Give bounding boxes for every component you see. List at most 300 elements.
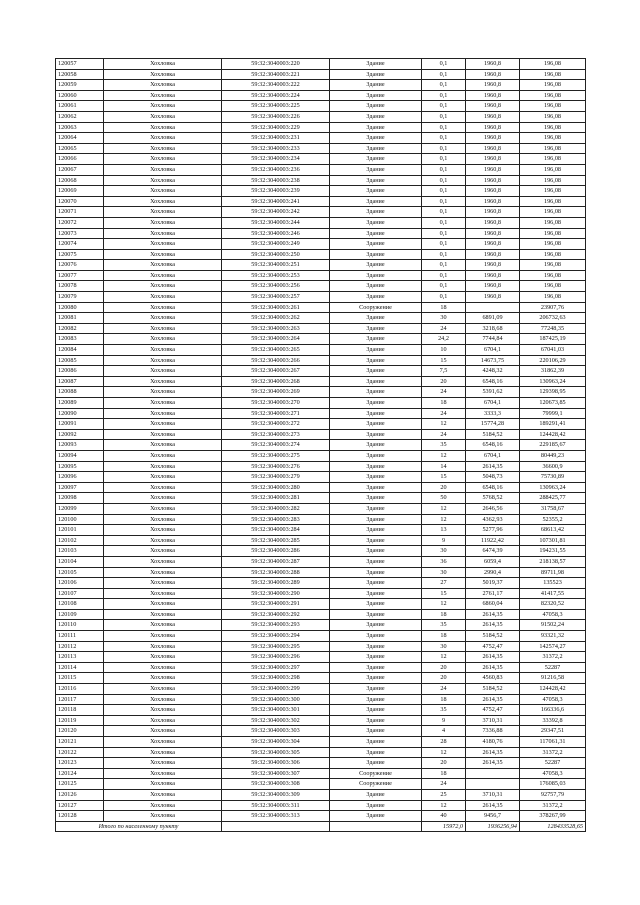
object-type-cell: Здание bbox=[330, 789, 422, 800]
cadastral-value-cell: 196,08 bbox=[520, 154, 586, 165]
object-type-cell: Здание bbox=[330, 408, 422, 419]
row-id-cell: 120119 bbox=[56, 715, 104, 726]
settlement-name-cell: Хохловка bbox=[104, 567, 222, 578]
cadastral-value-cell: 196,08 bbox=[520, 186, 586, 197]
cadastral-number-cell: 59:32:3040003:226 bbox=[222, 111, 330, 122]
cadastral-number-cell: 59:32:3040003:306 bbox=[222, 758, 330, 769]
object-type-cell: Здание bbox=[330, 186, 422, 197]
table-row bbox=[56, 122, 586, 133]
cadastral-value-cell: 288425,77 bbox=[520, 493, 586, 504]
settlement-name-cell: Хохловка bbox=[104, 249, 222, 260]
settlement-name-cell: Хохловка bbox=[104, 673, 222, 684]
row-id-cell: 120074 bbox=[56, 239, 104, 250]
row-id-cell: 120121 bbox=[56, 737, 104, 748]
settlement-name-cell: Хохловка bbox=[104, 461, 222, 472]
cadastral-number-cell: 59:32:3040003:244 bbox=[222, 217, 330, 228]
settlement-name-cell: Хохловка bbox=[104, 450, 222, 461]
table-row bbox=[56, 429, 586, 440]
settlement-name-cell: Хохловка bbox=[104, 800, 222, 811]
table-row bbox=[56, 556, 586, 567]
area-cell: 0,1 bbox=[422, 196, 466, 207]
cadastral-number-cell: 59:32:3040003:269 bbox=[222, 387, 330, 398]
cadastral-value-cell: 196,08 bbox=[520, 260, 586, 271]
cadastral-number-cell: 59:32:3040003:251 bbox=[222, 260, 330, 271]
table-row bbox=[56, 281, 586, 292]
cadastral-number-cell: 59:32:3040003:300 bbox=[222, 694, 330, 705]
area-cell: 35 bbox=[422, 440, 466, 451]
object-type-cell: Здание bbox=[330, 133, 422, 144]
object-type-cell: Здание bbox=[330, 737, 422, 748]
area-cell: 18 bbox=[422, 694, 466, 705]
cadastral-number-cell: 59:32:3040003:262 bbox=[222, 313, 330, 324]
object-type-cell: Здание bbox=[330, 609, 422, 620]
total-empty-cell bbox=[222, 821, 330, 832]
cadastral-value-cell: 67041,03 bbox=[520, 345, 586, 356]
cadastral-value-cell: 52287 bbox=[520, 758, 586, 769]
cadastral-value-cell: 47058,3 bbox=[520, 694, 586, 705]
row-id-cell: 120085 bbox=[56, 355, 104, 366]
value-per-unit-cell: 1960,8 bbox=[466, 239, 520, 250]
object-type-cell: Здание bbox=[330, 69, 422, 80]
value-per-unit-cell: 5048,73 bbox=[466, 472, 520, 483]
value-per-unit-cell: 1960,8 bbox=[466, 228, 520, 239]
area-cell: 36 bbox=[422, 556, 466, 567]
cadastral-value-cell: 91502,24 bbox=[520, 620, 586, 631]
area-cell: 0,1 bbox=[422, 228, 466, 239]
table-row bbox=[56, 228, 586, 239]
table-row bbox=[56, 726, 586, 737]
area-cell: 12 bbox=[422, 747, 466, 758]
object-type-cell: Здание bbox=[330, 419, 422, 430]
row-id-cell: 120115 bbox=[56, 673, 104, 684]
value-per-unit-cell: 1960,8 bbox=[466, 122, 520, 133]
cadastral-number-cell: 59:32:3040003:288 bbox=[222, 567, 330, 578]
row-id-cell: 120099 bbox=[56, 503, 104, 514]
cadastral-number-cell: 59:32:3040003:231 bbox=[222, 133, 330, 144]
settlement-name-cell: Хохловка bbox=[104, 694, 222, 705]
object-type-cell: Здание bbox=[330, 387, 422, 398]
value-per-unit-cell: 1960,8 bbox=[466, 281, 520, 292]
cadastral-value-cell: 218138,57 bbox=[520, 556, 586, 567]
row-id-cell: 120063 bbox=[56, 122, 104, 133]
cadastral-number-cell: 59:32:3040003:296 bbox=[222, 652, 330, 663]
table-body bbox=[56, 59, 586, 822]
cadastral-value-cell: 196,08 bbox=[520, 175, 586, 186]
table-row bbox=[56, 323, 586, 334]
cadastral-value-cell: 33392,8 bbox=[520, 715, 586, 726]
area-cell: 0,1 bbox=[422, 133, 466, 144]
value-per-unit-cell: 1960,8 bbox=[466, 101, 520, 112]
settlement-name-cell: Хохловка bbox=[104, 758, 222, 769]
table-row bbox=[56, 493, 586, 504]
cadastral-number-cell: 59:32:3040003:299 bbox=[222, 684, 330, 695]
object-type-cell: Здание bbox=[330, 429, 422, 440]
settlement-name-cell: Хохловка bbox=[104, 789, 222, 800]
area-cell: 35 bbox=[422, 705, 466, 716]
table-row bbox=[56, 207, 586, 218]
area-cell: 50 bbox=[422, 493, 466, 504]
settlement-name-cell: Хохловка bbox=[104, 514, 222, 525]
object-type-cell: Здание bbox=[330, 620, 422, 631]
area-cell: 24,2 bbox=[422, 334, 466, 345]
cadastral-value-cell: 196,08 bbox=[520, 292, 586, 303]
area-cell: 12 bbox=[422, 450, 466, 461]
cadastral-number-cell: 59:32:3040003:234 bbox=[222, 154, 330, 165]
total-cadastral-value-per-unit: 1936256,94 bbox=[466, 821, 520, 832]
area-cell: 18 bbox=[422, 631, 466, 642]
settlement-name-cell: Хохловка bbox=[104, 811, 222, 822]
settlement-name-cell: Хохловка bbox=[104, 175, 222, 186]
value-per-unit-cell: 6548,16 bbox=[466, 482, 520, 493]
settlement-name-cell: Хохловка bbox=[104, 652, 222, 663]
table-row bbox=[56, 705, 586, 716]
cadastral-number-cell: 59:32:3040003:257 bbox=[222, 292, 330, 303]
object-type-cell: Здание bbox=[330, 366, 422, 377]
object-type-cell: Здание bbox=[330, 694, 422, 705]
area-cell: 0,1 bbox=[422, 101, 466, 112]
settlement-name-cell: Хохловка bbox=[104, 535, 222, 546]
table-row bbox=[56, 525, 586, 536]
cadastral-value-cell: 29347,51 bbox=[520, 726, 586, 737]
object-type-cell: Здание bbox=[330, 164, 422, 175]
cadastral-number-cell: 59:32:3040003:250 bbox=[222, 249, 330, 260]
cadastral-value-cell: 176085,03 bbox=[520, 779, 586, 790]
table-row bbox=[56, 164, 586, 175]
total-row bbox=[56, 821, 586, 832]
settlement-name-cell: Хохловка bbox=[104, 260, 222, 271]
area-cell: 0,1 bbox=[422, 239, 466, 250]
cadastral-value-cell: 31758,67 bbox=[520, 503, 586, 514]
value-per-unit-cell: 4752,47 bbox=[466, 641, 520, 652]
settlement-name-cell: Хохловка bbox=[104, 546, 222, 557]
value-per-unit-cell: 2646,56 bbox=[466, 503, 520, 514]
value-per-unit-cell: 2614,35 bbox=[466, 662, 520, 673]
object-type-cell: Здание bbox=[330, 239, 422, 250]
cadastral-number-cell: 59:32:3040003:270 bbox=[222, 398, 330, 409]
cadastral-value-cell: 124428,42 bbox=[520, 684, 586, 695]
cadastral-value-cell: 31372,2 bbox=[520, 652, 586, 663]
row-id-cell: 120113 bbox=[56, 652, 104, 663]
object-type-cell: Здание bbox=[330, 376, 422, 387]
table-row bbox=[56, 662, 586, 673]
value-per-unit-cell: 6704,1 bbox=[466, 398, 520, 409]
area-cell: 24 bbox=[422, 779, 466, 790]
area-cell: 18 bbox=[422, 398, 466, 409]
value-per-unit-cell: 4180,76 bbox=[466, 737, 520, 748]
value-per-unit-cell: 1960,8 bbox=[466, 90, 520, 101]
area-cell: 0,1 bbox=[422, 249, 466, 260]
cadastral-number-cell: 59:32:3040003:284 bbox=[222, 525, 330, 536]
object-type-cell: Здание bbox=[330, 345, 422, 356]
cadastral-value-cell: 31372,2 bbox=[520, 800, 586, 811]
value-per-unit-cell: 1960,8 bbox=[466, 175, 520, 186]
row-id-cell: 120078 bbox=[56, 281, 104, 292]
row-id-cell: 120058 bbox=[56, 69, 104, 80]
settlement-name-cell: Хохловка bbox=[104, 715, 222, 726]
area-cell: 24 bbox=[422, 387, 466, 398]
value-per-unit-cell: 1960,8 bbox=[466, 196, 520, 207]
row-id-cell: 120116 bbox=[56, 684, 104, 695]
table-row bbox=[56, 694, 586, 705]
cadastral-number-cell: 59:32:3040003:283 bbox=[222, 514, 330, 525]
row-id-cell: 120109 bbox=[56, 609, 104, 620]
cadastral-number-cell: 59:32:3040003:298 bbox=[222, 673, 330, 684]
cadastral-number-cell: 59:32:3040003:279 bbox=[222, 472, 330, 483]
value-per-unit-cell: 5184,52 bbox=[466, 631, 520, 642]
value-per-unit-cell: 9456,7 bbox=[466, 811, 520, 822]
table-row bbox=[56, 154, 586, 165]
table-row bbox=[56, 292, 586, 303]
table-row bbox=[56, 482, 586, 493]
settlement-name-cell: Хохловка bbox=[104, 90, 222, 101]
cadastral-value-cell: 196,08 bbox=[520, 90, 586, 101]
object-type-cell: Здание bbox=[330, 758, 422, 769]
table-row bbox=[56, 514, 586, 525]
cadastral-value-cell: 142574,27 bbox=[520, 641, 586, 652]
object-type-cell: Здание bbox=[330, 313, 422, 324]
object-type-cell: Здание bbox=[330, 175, 422, 186]
table-row bbox=[56, 546, 586, 557]
table-row bbox=[56, 747, 586, 758]
settlement-name-cell: Хохловка bbox=[104, 101, 222, 112]
row-id-cell: 120091 bbox=[56, 419, 104, 430]
value-per-unit-cell: 6704,1 bbox=[466, 345, 520, 356]
cadastral-value-cell: 130963,24 bbox=[520, 376, 586, 387]
area-cell: 30 bbox=[422, 641, 466, 652]
value-per-unit-cell bbox=[466, 779, 520, 790]
value-per-unit-cell: 1960,8 bbox=[466, 260, 520, 271]
object-type-cell: Здание bbox=[330, 631, 422, 642]
settlement-name-cell: Хохловка bbox=[104, 217, 222, 228]
object-type-cell: Здание bbox=[330, 599, 422, 610]
table-row bbox=[56, 503, 586, 514]
cadastral-number-cell: 59:32:3040003:256 bbox=[222, 281, 330, 292]
cadastral-value-cell: 47058,3 bbox=[520, 609, 586, 620]
settlement-name-cell: Хохловка bbox=[104, 641, 222, 652]
area-cell: 0,1 bbox=[422, 143, 466, 154]
cadastral-number-cell: 59:32:3040003:301 bbox=[222, 705, 330, 716]
cadastral-value-cell: 196,08 bbox=[520, 164, 586, 175]
area-cell: 28 bbox=[422, 737, 466, 748]
row-id-cell: 120073 bbox=[56, 228, 104, 239]
settlement-name-cell: Хохловка bbox=[104, 398, 222, 409]
table-row bbox=[56, 59, 586, 70]
cadastral-value-cell: 196,08 bbox=[520, 101, 586, 112]
cadastral-value-cell: 52355,2 bbox=[520, 514, 586, 525]
cadastral-value-cell: 41417,55 bbox=[520, 588, 586, 599]
table-row bbox=[56, 249, 586, 260]
settlement-name-cell: Хохловка bbox=[104, 122, 222, 133]
row-id-cell: 120069 bbox=[56, 186, 104, 197]
value-per-unit-cell: 1960,8 bbox=[466, 292, 520, 303]
area-cell: 30 bbox=[422, 567, 466, 578]
value-per-unit-cell: 6548,16 bbox=[466, 440, 520, 451]
area-cell: 18 bbox=[422, 302, 466, 313]
settlement-name-cell: Хохловка bbox=[104, 281, 222, 292]
area-cell: 12 bbox=[422, 514, 466, 525]
object-type-cell: Здание bbox=[330, 662, 422, 673]
table-row bbox=[56, 270, 586, 281]
object-type-cell: Здание bbox=[330, 334, 422, 345]
object-type-cell: Здание bbox=[330, 493, 422, 504]
cadastral-number-cell: 59:32:3040003:236 bbox=[222, 164, 330, 175]
cadastral-number-cell: 59:32:3040003:274 bbox=[222, 440, 330, 451]
table-row bbox=[56, 673, 586, 684]
row-id-cell: 120105 bbox=[56, 567, 104, 578]
cadastral-value-cell: 92757,79 bbox=[520, 789, 586, 800]
cadastral-number-cell: 59:32:3040003:249 bbox=[222, 239, 330, 250]
cadastral-value-cell: 68613,42 bbox=[520, 525, 586, 536]
row-id-cell: 120102 bbox=[56, 535, 104, 546]
area-cell: 9 bbox=[422, 715, 466, 726]
table-row bbox=[56, 133, 586, 144]
table-row bbox=[56, 80, 586, 91]
cadastral-value-cell: 196,08 bbox=[520, 217, 586, 228]
table-row bbox=[56, 355, 586, 366]
row-id-cell: 120067 bbox=[56, 164, 104, 175]
cadastral-number-cell: 59:32:3040003:233 bbox=[222, 143, 330, 154]
settlement-name-cell: Хохловка bbox=[104, 355, 222, 366]
cadastral-value-cell: 196,08 bbox=[520, 239, 586, 250]
object-type-cell: Здание bbox=[330, 726, 422, 737]
value-per-unit-cell: 4752,47 bbox=[466, 705, 520, 716]
value-per-unit-cell: 15774,28 bbox=[466, 419, 520, 430]
value-per-unit-cell: 4248,32 bbox=[466, 366, 520, 377]
settlement-name-cell: Хохловка bbox=[104, 726, 222, 737]
value-per-unit-cell: 2614,35 bbox=[466, 694, 520, 705]
area-cell: 0,1 bbox=[422, 80, 466, 91]
cadastral-number-cell: 59:32:3040003:242 bbox=[222, 207, 330, 218]
settlement-name-cell: Хохловка bbox=[104, 207, 222, 218]
value-per-unit-cell: 2614,35 bbox=[466, 747, 520, 758]
row-id-cell: 120086 bbox=[56, 366, 104, 377]
area-cell: 0,1 bbox=[422, 164, 466, 175]
cadastral-number-cell: 59:32:3040003:303 bbox=[222, 726, 330, 737]
settlement-name-cell: Хохловка bbox=[104, 662, 222, 673]
area-cell: 7,5 bbox=[422, 366, 466, 377]
object-type-cell: Здание bbox=[330, 122, 422, 133]
cadastral-number-cell: 59:32:3040003:295 bbox=[222, 641, 330, 652]
cadastral-value-cell: 93321,32 bbox=[520, 631, 586, 642]
area-cell: 12 bbox=[422, 419, 466, 430]
row-id-cell: 120112 bbox=[56, 641, 104, 652]
cadastral-number-cell: 59:32:3040003:313 bbox=[222, 811, 330, 822]
area-cell: 0,1 bbox=[422, 217, 466, 228]
settlement-name-cell: Хохловка bbox=[104, 620, 222, 631]
settlement-name-cell: Хохловка bbox=[104, 440, 222, 451]
value-per-unit-cell: 1960,8 bbox=[466, 111, 520, 122]
area-cell: 0,1 bbox=[422, 122, 466, 133]
table-row bbox=[56, 811, 586, 822]
table-row bbox=[56, 376, 586, 387]
object-type-cell: Здание bbox=[330, 684, 422, 695]
value-per-unit-cell: 6860,04 bbox=[466, 599, 520, 610]
cadastral-number-cell: 59:32:3040003:238 bbox=[222, 175, 330, 186]
area-cell: 20 bbox=[422, 662, 466, 673]
settlement-name-cell: Хохловка bbox=[104, 472, 222, 483]
cadastral-number-cell: 59:32:3040003:311 bbox=[222, 800, 330, 811]
object-type-cell: Здание bbox=[330, 811, 422, 822]
settlement-name-cell: Хохловка bbox=[104, 747, 222, 758]
cadastral-number-cell: 59:32:3040003:275 bbox=[222, 450, 330, 461]
table-row bbox=[56, 779, 586, 790]
cadastral-value-cell: 130963,24 bbox=[520, 482, 586, 493]
cadastral-number-cell: 59:32:3040003:294 bbox=[222, 631, 330, 642]
cadastral-value-cell: 129398,95 bbox=[520, 387, 586, 398]
settlement-name-cell: Хохловка bbox=[104, 59, 222, 70]
row-id-cell: 120101 bbox=[56, 525, 104, 536]
object-type-cell: Здание bbox=[330, 154, 422, 165]
object-type-cell: Здание bbox=[330, 292, 422, 303]
value-per-unit-cell: 14673,75 bbox=[466, 355, 520, 366]
settlement-name-cell: Хохловка bbox=[104, 779, 222, 790]
row-id-cell: 120057 bbox=[56, 59, 104, 70]
row-id-cell: 120096 bbox=[56, 472, 104, 483]
cadastral-value-cell: 196,08 bbox=[520, 59, 586, 70]
table-row bbox=[56, 768, 586, 779]
area-cell: 15 bbox=[422, 588, 466, 599]
object-type-cell: Здание bbox=[330, 249, 422, 260]
value-per-unit-cell: 1960,8 bbox=[466, 80, 520, 91]
table-row bbox=[56, 239, 586, 250]
settlement-name-cell: Хохловка bbox=[104, 556, 222, 567]
area-cell: 30 bbox=[422, 546, 466, 557]
table-row bbox=[56, 408, 586, 419]
row-id-cell: 120100 bbox=[56, 514, 104, 525]
row-id-cell: 120064 bbox=[56, 133, 104, 144]
row-id-cell: 120118 bbox=[56, 705, 104, 716]
value-per-unit-cell: 2614,35 bbox=[466, 800, 520, 811]
object-type-cell: Здание bbox=[330, 196, 422, 207]
area-cell: 0,1 bbox=[422, 270, 466, 281]
table-row bbox=[56, 461, 586, 472]
row-id-cell: 120075 bbox=[56, 249, 104, 260]
settlement-name-cell: Хохловка bbox=[104, 419, 222, 430]
cadastral-number-cell: 59:32:3040003:276 bbox=[222, 461, 330, 472]
settlement-name-cell: Хохловка bbox=[104, 133, 222, 144]
settlement-name-cell: Хохловка bbox=[104, 387, 222, 398]
object-type-cell: Здание bbox=[330, 673, 422, 684]
value-per-unit-cell: 1960,8 bbox=[466, 207, 520, 218]
table-row bbox=[56, 69, 586, 80]
value-per-unit-cell: 4362,93 bbox=[466, 514, 520, 525]
cadastral-number-cell: 59:32:3040003:307 bbox=[222, 768, 330, 779]
object-type-cell: Здание bbox=[330, 641, 422, 652]
value-per-unit-cell: 6474,39 bbox=[466, 546, 520, 557]
row-id-cell: 120128 bbox=[56, 811, 104, 822]
cadastral-value-cell: 166336,6 bbox=[520, 705, 586, 716]
value-per-unit-cell: 3710,31 bbox=[466, 789, 520, 800]
total-area: 15972,0 bbox=[422, 821, 466, 832]
object-type-cell: Здание bbox=[330, 323, 422, 334]
row-id-cell: 120092 bbox=[56, 429, 104, 440]
row-id-cell: 120081 bbox=[56, 313, 104, 324]
cadastral-number-cell: 59:32:3040003:287 bbox=[222, 556, 330, 567]
cadastral-number-cell: 59:32:3040003:285 bbox=[222, 535, 330, 546]
area-cell: 20 bbox=[422, 758, 466, 769]
object-type-cell: Здание bbox=[330, 800, 422, 811]
cadastral-number-cell: 59:32:3040003:297 bbox=[222, 662, 330, 673]
table-row bbox=[56, 599, 586, 610]
area-cell: 9 bbox=[422, 535, 466, 546]
table-row bbox=[56, 345, 586, 356]
total-cadastral-value: 128433528,65 bbox=[520, 821, 586, 832]
table-row bbox=[56, 715, 586, 726]
value-per-unit-cell: 6548,16 bbox=[466, 376, 520, 387]
table-row bbox=[56, 387, 586, 398]
row-id-cell: 120114 bbox=[56, 662, 104, 673]
area-cell: 24 bbox=[422, 684, 466, 695]
